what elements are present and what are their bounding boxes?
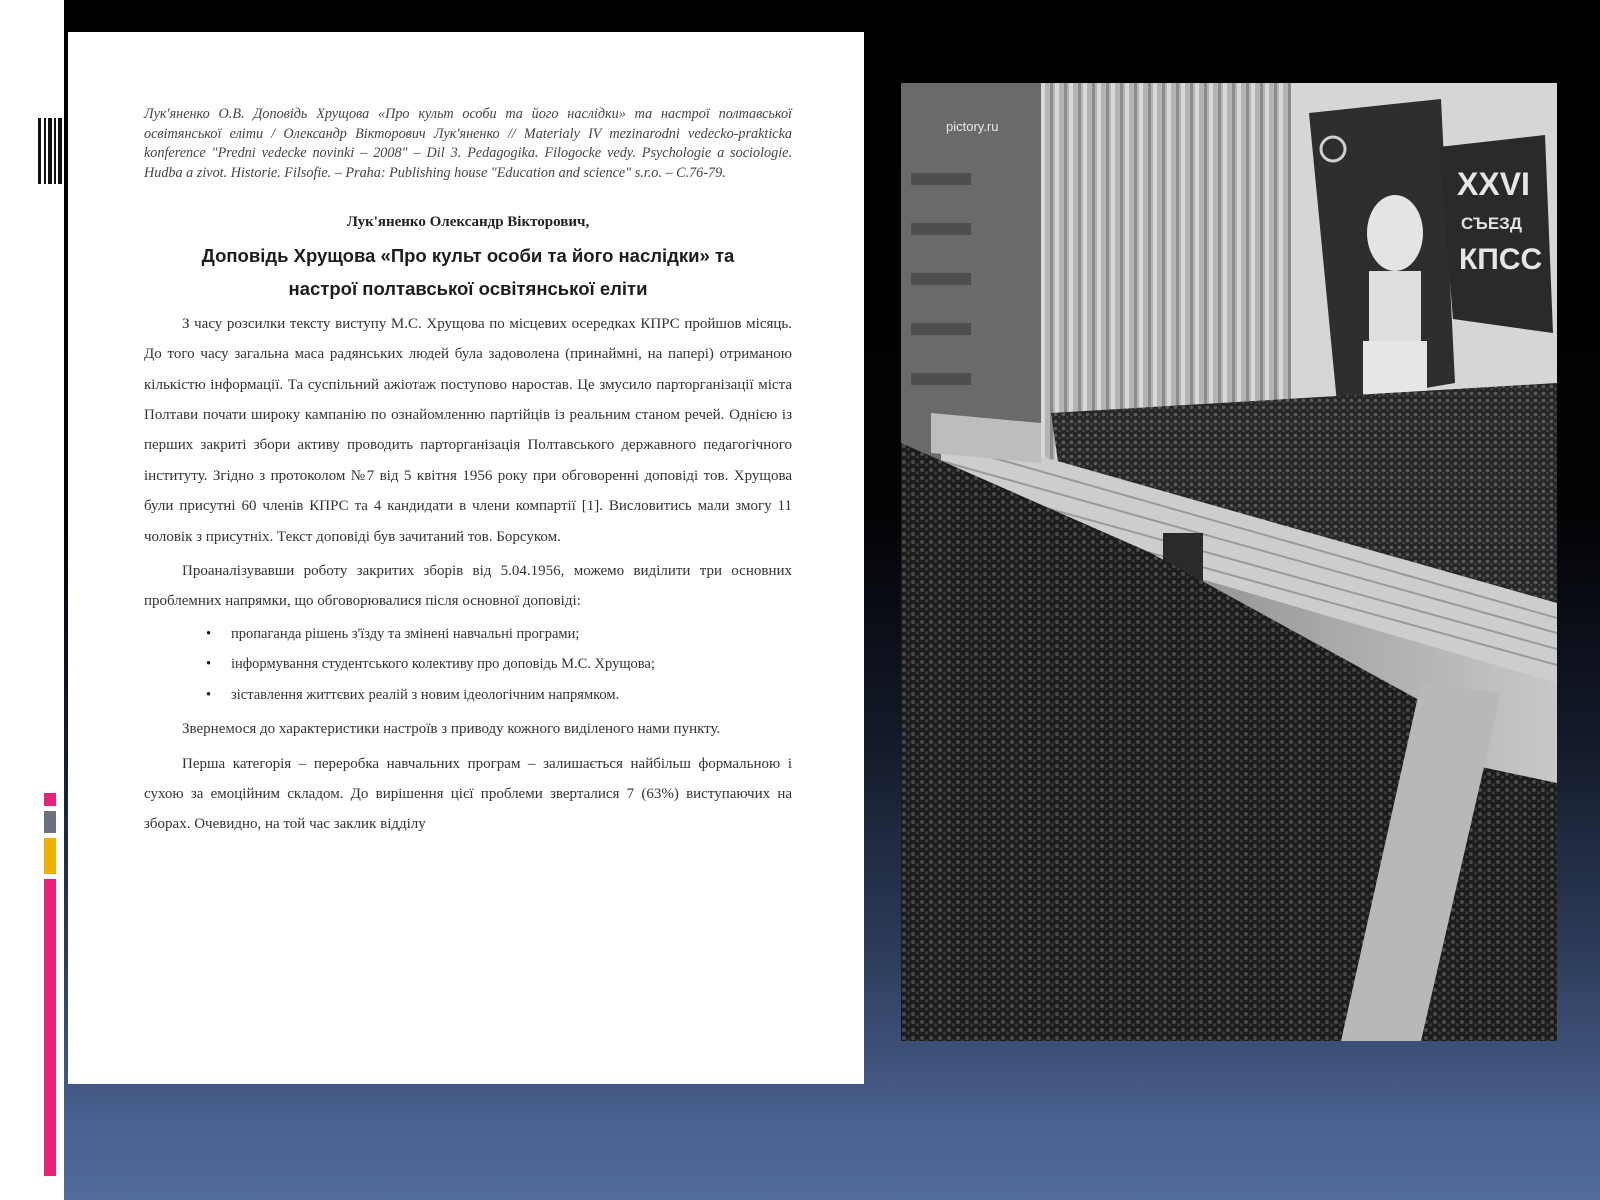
bullet-list — [206, 619, 792, 710]
paragraph-1: З часу розсилки тексту виступу М.С. Хрущова по місцевих осередках КПРС пройшов місяць. До того часу загальна маса радянських людей була задоволена (принаймні, на папері) отриманою кількістю інформації. Та суспільний ажіотаж поступово наростав. Це змусило парторганізації міста Полтави почати широку кампанію по ознайомленню партійців із реальним станом речей. Однією із перших закриті збори активу проводить парторганізація Полтавського державного педагогічного інституту. Згідно з протоколом №7 від 5 квітня 1956 року при обговоренні доповіді тов. Хрущова були присутні 60 членів КПРС та 4 кандидати в члени компартії [1]. Висловитись мали змогу 11 чоловік з присутніх. Текст доповіді був зачитаний тов. Борсуком. — [144, 315, 792, 545]
article-author: Лук'яненко Олександр Вікторович, — [346, 213, 590, 230]
photo-watermark: pictory.ru — [946, 119, 999, 134]
bullet-item: • пропаганда рішень з'їзду та змінені навчальні програми; — [206, 619, 792, 649]
banner-subtitle: СЪЕЗД — [1461, 214, 1522, 233]
article-title-line1: Доповідь Хрущова «Про культ особи та його наслідки» та — [201, 244, 735, 266]
decorative-lines-icon — [38, 118, 64, 184]
congress-hall-illustration — [901, 83, 1557, 1041]
banner-number: XXVI — [1457, 166, 1530, 202]
article-title — [144, 239, 792, 305]
congress-hall-photo — [901, 83, 1557, 1041]
article-title-line2: настрої полтавської освітянської еліти — [288, 277, 648, 299]
paragraph-4: Перша категорія – переробка навчальних програм – залишається найбільш формальною і сухою за емоційним складом. До вирішення цієї проблеми зверталися 7 (63%) виступаючих на зборах. Очевидно, на той час заклик відділу — [144, 755, 792, 833]
paragraph-3: Звернемося до характеристики настроїв з приводу кожного виділеного нами пункту. — [182, 721, 721, 738]
citation-text: Лук'яненко О.В. Доповідь Хрущова «Про культ особи та його наслідки» та настрої полтавської освітянської еліти / Олександр Вікторович Лук'яненко // Materialy IV mezinarodni vedecko-prakticka konference "Predni vedecke novinki – 2008" – Dil 3. Pedagogika. Filogocke vedy. Psychologie a sociologie. Hudba a zivot. Historie. Filsofie. – Praha: Publishing house "Education and science" s.r.o. – С.76-79. — [144, 106, 792, 182]
paragraph-2: Проаналізувавши роботу закритих зборів від 5.04.1956, можемо виділити три основних проблемних напрямки, що обговорювалися після основної доповіді: — [144, 563, 792, 610]
bullet-item: • інформування студентського колективу про доповідь М.С. Хрущова; — [206, 649, 792, 679]
kpss-banner — [1439, 135, 1553, 333]
lenin-bust — [1367, 195, 1423, 271]
article-page-image — [68, 32, 864, 1084]
bullet-item: • зіставлення життєвих реалій з новим ідеологічним напрямком. — [206, 680, 792, 710]
banner-kpss: КПСС — [1459, 243, 1543, 276]
